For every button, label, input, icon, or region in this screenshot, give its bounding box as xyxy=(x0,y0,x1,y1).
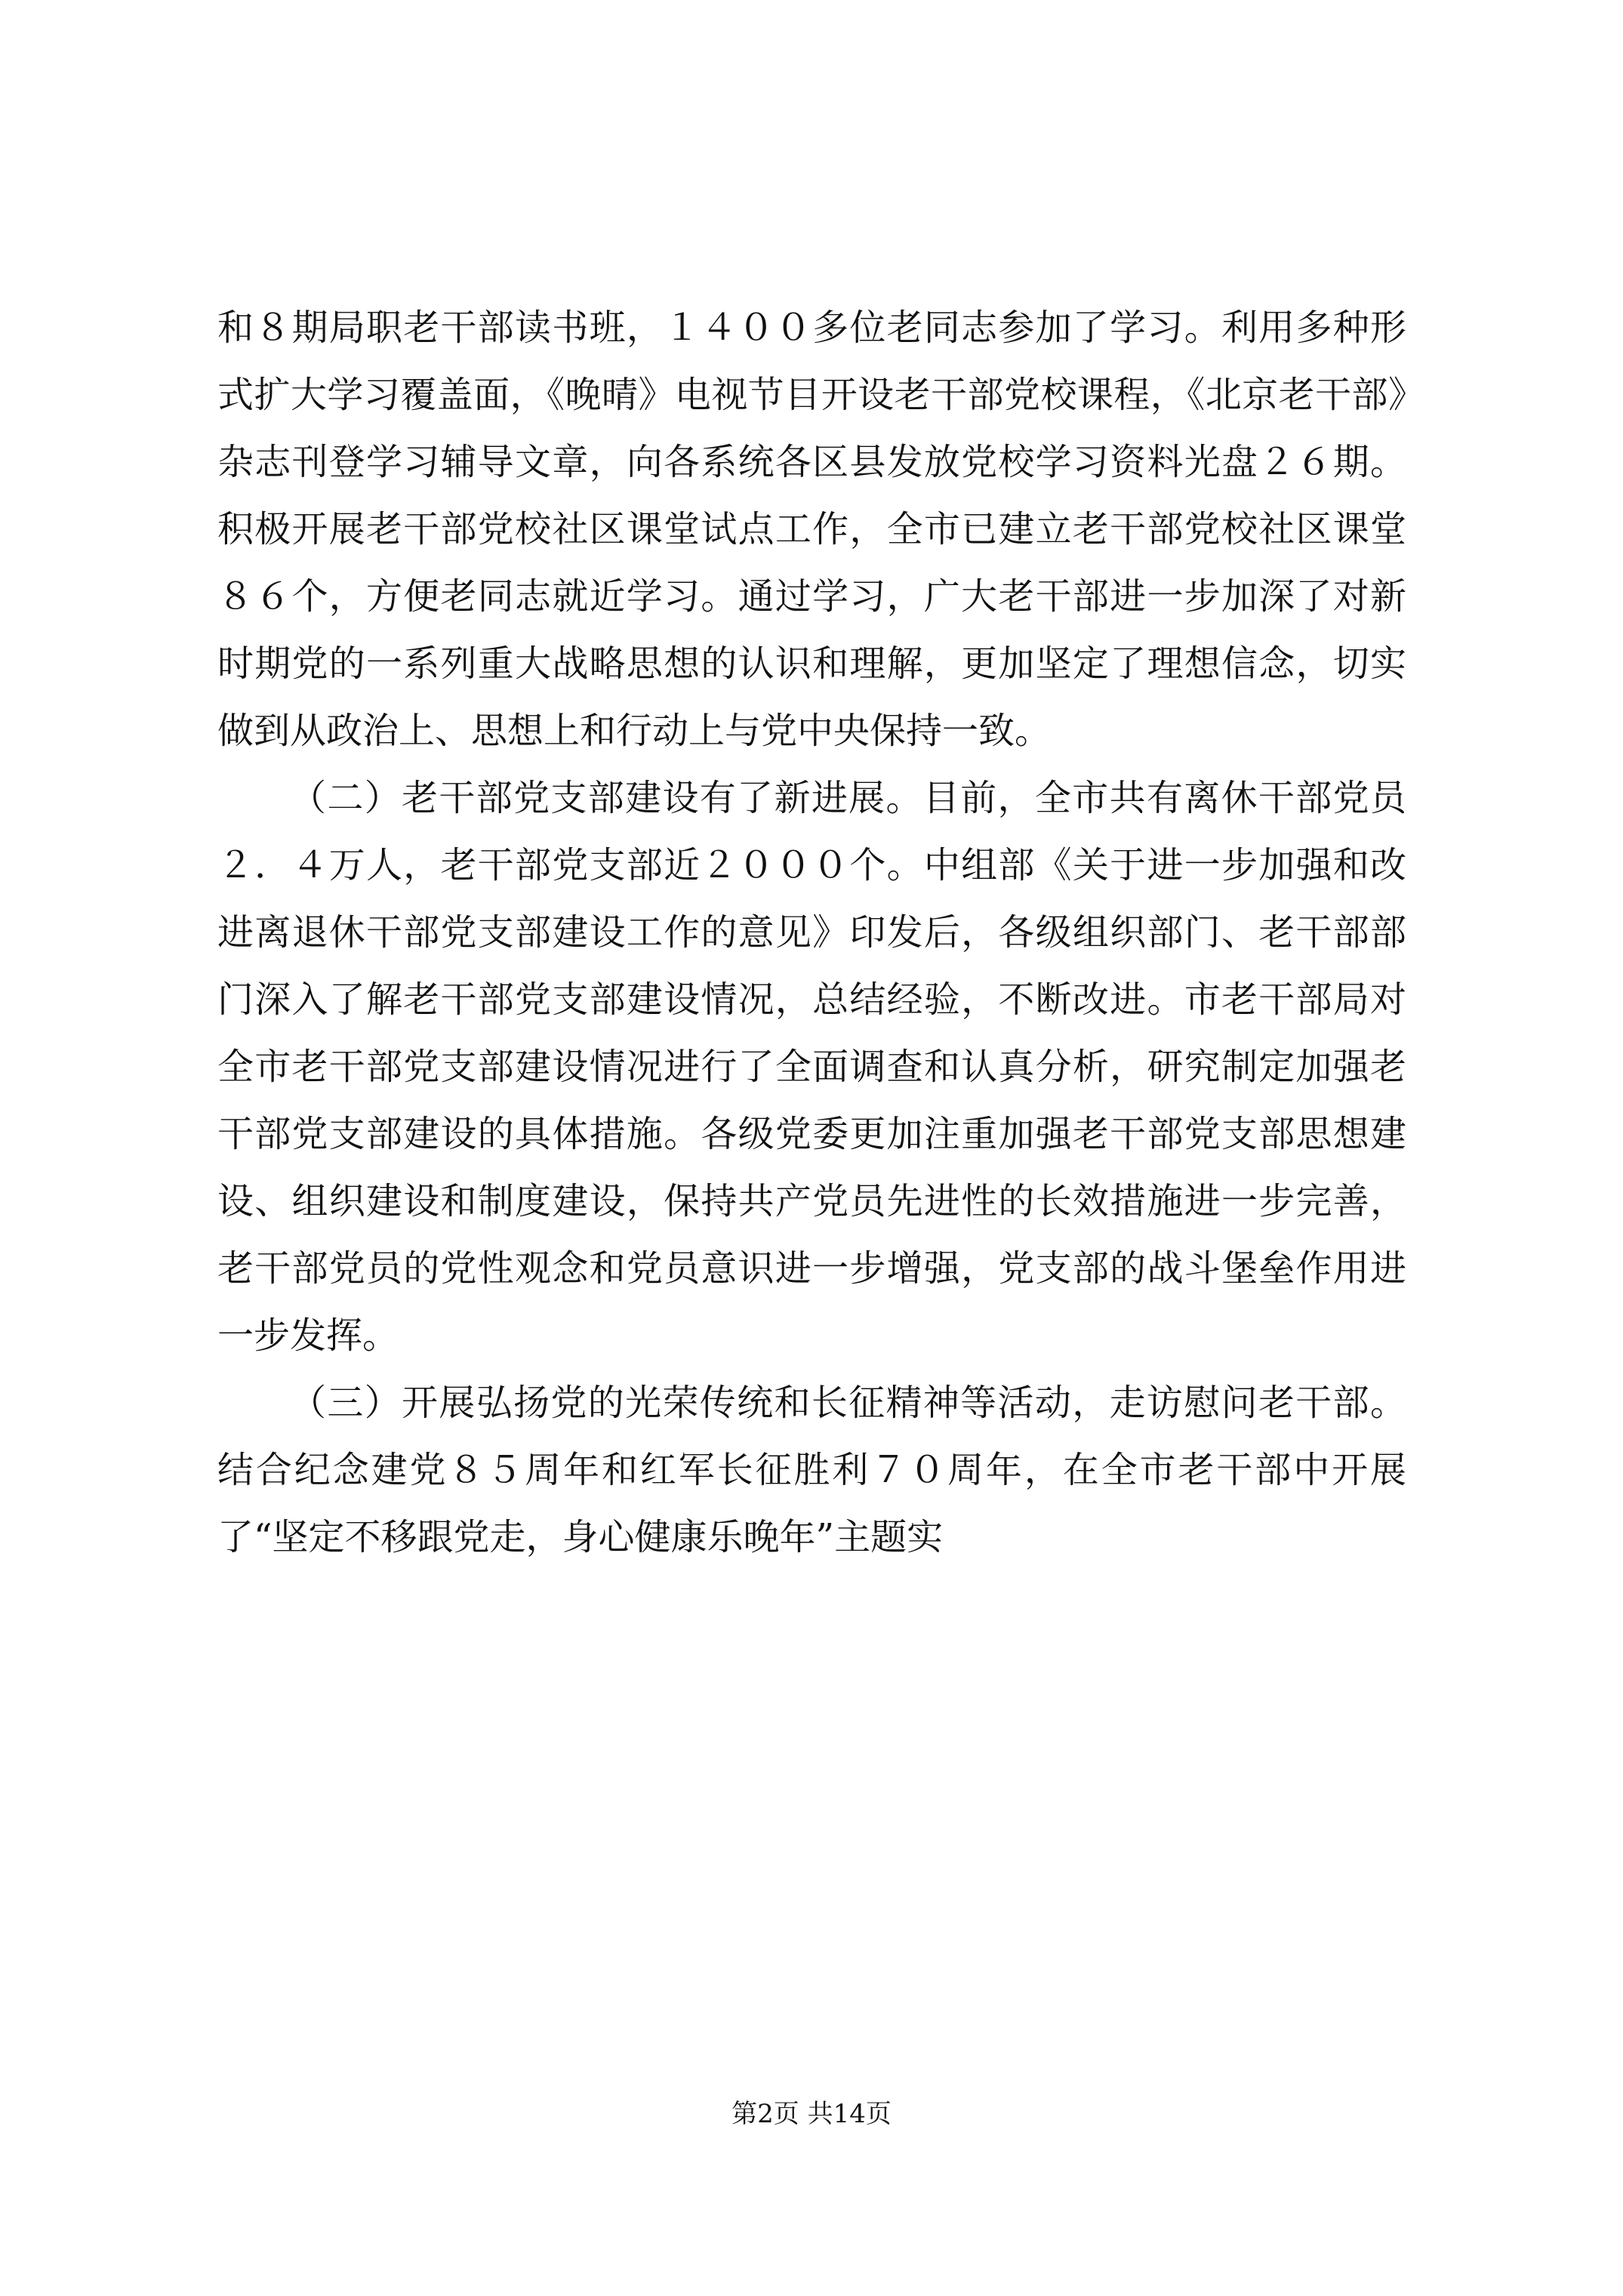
paragraph-party-branch: （二）老干部党支部建设有了新进展。目前，全市共有离休干部党员２．４万人，老干部党支部近２０００个。中组部《关于进一步加强和改进离退休干部党支部建设工作的意见》印发后，各级组织部门、老干部部门深入了解老干部党支部建设情况，总结经验，不断改进。市老干部局对全市老干部党支部建设情况进行了全面调查和认真分析，研究制定加强老干部党支部建设的具体措施。各级党委更加注重加强老干部党支部思想建设、组织建设和制度建设，保持共产党员先进性的长效措施进一步完善，老干部党员的党性观念和党员意识进一步增强，党支部的战斗堡垒作用进一步发挥。 xyxy=(217,777,1406,1357)
paragraph-continued: 和８期局职老干部读书班，１４００多位老同志参加了学习。利用多种形式扩大学习覆盖面，《晚晴》电视节目开设老干部党校课程，《北京老干部》杂志刊登学习辅导文章，向各系统各区县发放党校学习资料光盘２６期。积极开展老干部党校社区课堂试点工作，全市已建立老干部党校社区课堂８６个，方便老同志就近学习。通过学习，广大老干部进一步加深了对新时期党的一系列重大战略思想的认识和理解，更加坚定了理想信念，切实做到从政治上、思想上和行动上与党中央保持一致。 xyxy=(217,307,1406,752)
document-body xyxy=(217,294,1406,1571)
page-number-footer: 第2页 共14页 xyxy=(731,2099,892,2129)
paragraph-traditions: （三）开展弘扬党的光荣传统和长征精神等活动，走访慰问老干部。结合纪念建党８５周年和红军长征胜利７０周年，在全市老干部中开展了“坚定不移跟党走，身心健康乐晚年”主题实 xyxy=(217,1382,1406,1558)
